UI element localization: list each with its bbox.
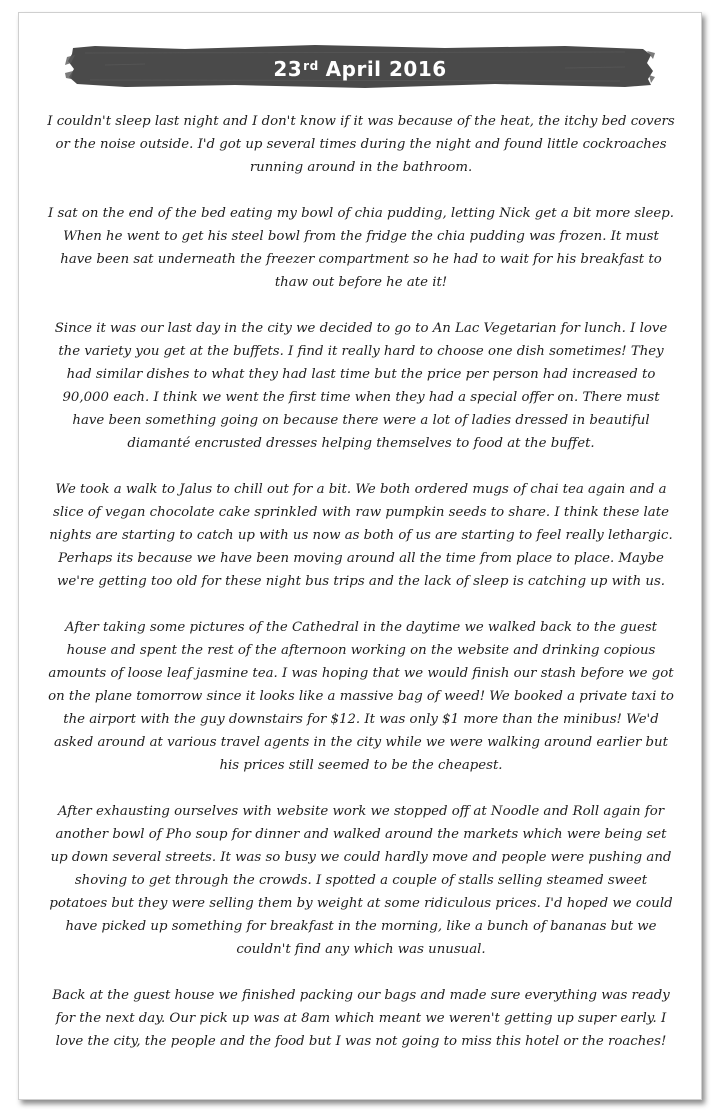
paragraph: After taking some pictures of the Cathedral in the daytime we walked back to the guest house and spent the rest of the afternoon working on the website and drinking copious amounts of loose leaf jasmine tea. I was hoping that we would finish our stash before we got on the plane tomorrow since it looks like a massive bag of weed! We booked a private taxi to the airport with the guy downstairs for $12. It was only $1 more than the minibus! We'd asked around at various travel agents in the city while we were walking around earlier but his prices still seemed to be the cheapest. [48,620,674,773]
paragraph: We took a walk to Jalus to chill out for a bit. We both ordered mugs of chai tea again and a slice of vegan chocolate cake sprinkled with raw pumpkin seeds to share. I think these late nights are starting to catch up with us now as both of us are starting to feel really lethargic. Perhaps its because we have been moving around all the time from place to place. Maybe we're getting too old for these night bus trips and the lack of sleep is catching up with us. [49,482,673,589]
date-suffix: rd [303,59,319,73]
date-month-year: April 2016 [325,57,447,81]
paragraph: I sat on the end of the bed eating my bowl of chia pudding, letting Nick get a bit more sleep. When he went to get his steel bowl from the fridge the chia pudding was frozen. It must have been sat underneath the freezer compartment so he had to wait for his breakfast to thaw out before he ate it! [48,206,674,290]
date-title [65,43,655,89]
paragraph: Since it was our last day in the city we decided to go to An Lac Vegetarian for lunch. I love the variety you get at the buffets. I find it really hard to choose one dish sometimes! They had similar dishes to what they had last time but the price per person had increased to 90,000 each. I think we went the first time when they had a special offer on. There must have been something going on because there were a lot of ladies dressed in beautiful diamanté encrusted dresses helping themselves to food at the buffet. [54,321,668,451]
paragraph: I couldn't sleep last night and I don't know if it was because of the heat, the itchy bed covers or the noise outside. I'd got up several times during the night and found little cockroaches running around in the bathroom. [47,114,675,175]
journal-body [47,110,675,1053]
paragraph: Back at the guest house we finished packing our bags and made sure everything was ready for the next day. Our pick up was at 8am which meant we weren't getting up super early. I love the city, the people and the food but I was not going to miss this hotel or the roaches! [52,988,670,1049]
date-banner [65,43,655,89]
journal-page [18,12,702,1100]
paragraph: After exhausting ourselves with website work we stopped off at Noodle and Roll again for another bowl of Pho soup for dinner and walked around the markets which were being set up down several streets. It was so busy we could hardly move and people were pushing and shoving to get through the crowds. I spotted a couple of stalls selling steamed sweet potatoes but they were selling them by weight at some ridiculous prices. I'd hoped we could have picked up something for breakfast in the morning, like a bunch of bananas but we couldn't find any which was unusual. [49,804,673,957]
date-day: 23 [273,57,303,81]
